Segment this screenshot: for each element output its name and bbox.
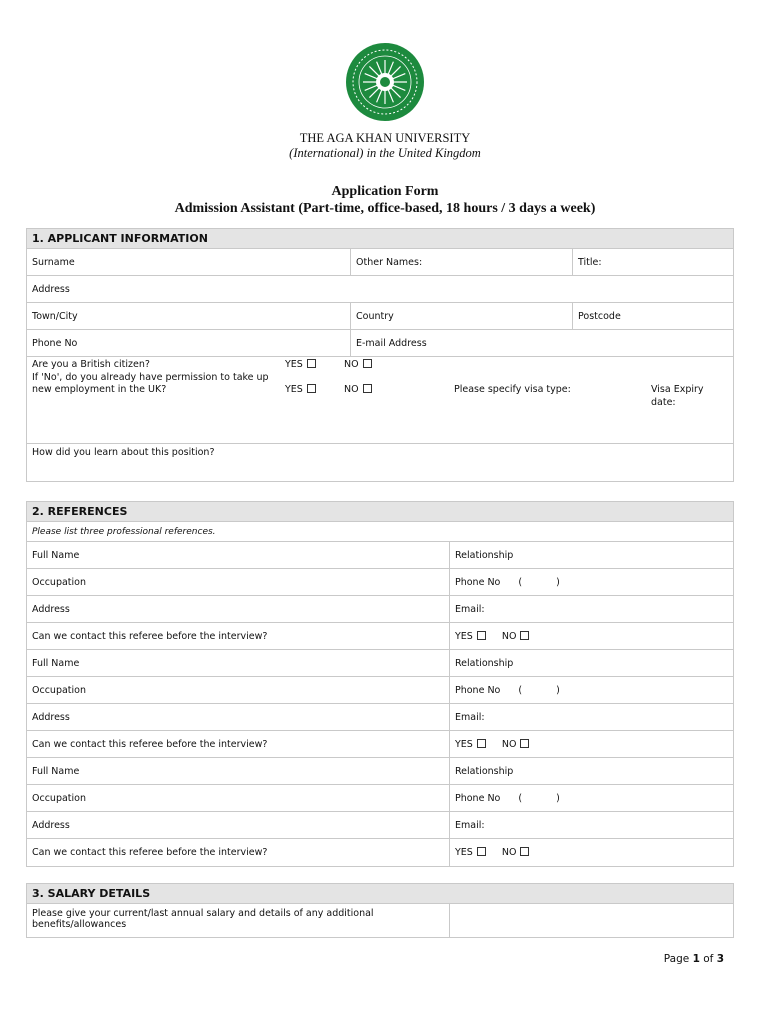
relationship-label: Relationship — [455, 657, 514, 669]
ref-occupation-row — [27, 785, 733, 812]
checkbox-icon[interactable] — [307, 359, 316, 368]
section-heading: 1. APPLICANT INFORMATION — [27, 229, 733, 249]
phone-label: Phone No — [32, 337, 78, 349]
checkbox-icon[interactable] — [520, 739, 529, 748]
ref-phone-field[interactable] — [449, 785, 735, 811]
permission-question: If 'No', do you already have permission to take up new employment in the UK? — [32, 371, 269, 395]
name-row — [27, 249, 733, 276]
email-field[interactable] — [350, 330, 735, 356]
ref-contact-row — [27, 731, 733, 758]
checkbox-icon[interactable] — [307, 384, 316, 393]
checkbox-icon[interactable] — [363, 384, 372, 393]
ref-occupation-field[interactable] — [27, 569, 449, 595]
occupation-label: Occupation — [32, 792, 86, 804]
yes-label: YES — [285, 384, 303, 395]
learn-question[interactable]: How did you learn about this position? — [32, 447, 215, 458]
ref-occupation-field[interactable] — [27, 677, 449, 703]
ref-occupation-row — [27, 677, 733, 704]
ref-contact-options — [449, 731, 735, 757]
phone-paren-open: ( — [518, 792, 523, 804]
learn-row — [27, 444, 733, 481]
salary-section — [26, 883, 734, 938]
no-label: NO — [501, 847, 517, 858]
university-logo-icon — [345, 42, 425, 122]
other-names-label: Other Names: — [356, 256, 423, 268]
position-title: Admission Assistant (Part-time, office-based, 18 hours / 3 days a week) — [174, 201, 596, 216]
address-label: Address — [32, 603, 70, 615]
ref-contact-options — [449, 623, 735, 649]
other-names-field[interactable] — [350, 249, 572, 275]
yes-label: YES — [455, 847, 473, 858]
no-label: NO — [501, 630, 517, 642]
title-field[interactable] — [572, 249, 735, 275]
salary-question: Please give your current/last annual salary and details of any additional benefits/allowances — [32, 908, 374, 930]
checkbox-icon[interactable] — [477, 631, 486, 640]
postcode-field[interactable] — [572, 303, 735, 329]
country-field[interactable] — [350, 303, 572, 329]
town-field[interactable] — [27, 303, 350, 329]
surname-field[interactable] — [27, 249, 350, 275]
citizenship-row — [27, 357, 733, 444]
ref-name-row — [27, 542, 733, 569]
yes-label: YES — [455, 630, 473, 642]
email-label: Email: — [455, 819, 485, 831]
ref-full-name-field[interactable] — [27, 758, 449, 784]
relationship-label: Relationship — [455, 549, 514, 561]
ref-phone-field[interactable] — [449, 569, 735, 595]
checkbox-icon[interactable] — [520, 631, 529, 640]
ref-contact-row — [27, 623, 733, 650]
ref-name-row — [27, 758, 733, 785]
phone-label: Phone No — [455, 576, 501, 588]
ref-phone-field[interactable] — [449, 677, 735, 703]
salary-row — [27, 904, 733, 937]
address-row — [27, 276, 733, 303]
email-label: Email: — [455, 603, 485, 615]
section-heading: 2. REFERENCES — [27, 502, 733, 522]
references-note: Please list three professional references. — [27, 522, 733, 542]
location-row — [27, 303, 733, 330]
citizenship-questions — [32, 359, 282, 397]
page-prefix: Page — [663, 953, 690, 965]
email-label: E-mail Address — [356, 337, 427, 349]
visa-type-label: Please specify visa type: — [454, 384, 571, 395]
section-heading: 3. SALARY DETAILS — [27, 884, 733, 904]
form-title: Application Form — [331, 184, 439, 199]
address-field[interactable] — [27, 276, 735, 302]
page-total: 3 — [716, 953, 724, 965]
ref-relationship-field[interactable] — [449, 650, 735, 676]
phone-paren-close: ) — [556, 684, 560, 696]
ref-contact-question: Can we contact this referee before the interview? — [32, 738, 268, 750]
ref-yes-option[interactable] — [455, 847, 486, 858]
page-of: of — [703, 953, 714, 965]
no-label: NO — [501, 738, 517, 750]
ref-address-field[interactable] — [27, 812, 449, 838]
contact-row — [27, 330, 733, 357]
page-current: 1 — [692, 953, 700, 965]
phone-paren-open: ( — [518, 684, 523, 696]
ref-address-row — [27, 812, 733, 839]
no-label: NO — [344, 359, 359, 370]
phone-paren-close: ) — [556, 576, 560, 588]
checkbox-icon[interactable] — [477, 739, 486, 748]
yes-label: YES — [285, 359, 303, 370]
full-name-label: Full Name — [32, 549, 80, 561]
permission-no-option[interactable] — [344, 384, 372, 395]
permission-yes-option[interactable] — [285, 384, 316, 395]
ref-contact-question: Can we contact this referee before the interview? — [32, 847, 268, 858]
ref-occupation-row — [27, 569, 733, 596]
surname-label: Surname — [32, 256, 75, 268]
ref-yes-option[interactable] — [455, 739, 486, 750]
ref-yes-option[interactable] — [455, 631, 486, 642]
relationship-label: Relationship — [455, 765, 514, 777]
references-section — [26, 501, 734, 867]
reference-blocks — [27, 542, 733, 866]
ref-address-field[interactable] — [27, 596, 449, 622]
country-label: Country — [356, 310, 394, 322]
email-label: Email: — [455, 711, 485, 723]
yes-label: YES — [455, 738, 473, 750]
ref-occupation-field[interactable] — [27, 785, 449, 811]
address-label: Address — [32, 819, 70, 831]
university-name: THE AGA KHAN UNIVERSITY — [299, 131, 471, 145]
phone-paren-close: ) — [556, 792, 560, 804]
title-label: Title: — [578, 256, 602, 268]
ref-no-option[interactable] — [502, 631, 530, 642]
ref-relationship-field[interactable] — [449, 758, 735, 784]
checkbox-icon[interactable] — [477, 847, 486, 856]
checkbox-icon[interactable] — [363, 359, 372, 368]
ref-address-row — [27, 596, 733, 623]
phone-field[interactable] — [27, 330, 350, 356]
ref-relationship-field[interactable] — [449, 542, 735, 568]
address-label: Address — [32, 711, 70, 723]
ref-no-option[interactable] — [502, 847, 530, 858]
ref-email-field[interactable] — [449, 596, 735, 622]
ref-contact-options — [449, 839, 735, 866]
visa-expiry-label: Visa Expiry date: — [651, 384, 704, 408]
full-name-label: Full Name — [32, 765, 80, 777]
ref-contact-row — [27, 839, 733, 866]
checkbox-icon[interactable] — [520, 847, 529, 856]
address-label: Address — [32, 283, 70, 295]
ref-address-row — [27, 704, 733, 731]
postcode-label: Postcode — [578, 310, 621, 322]
british-citizen-question: Are you a British citizen? — [32, 359, 150, 370]
no-label: NO — [344, 384, 359, 395]
ref-address-field[interactable] — [27, 704, 449, 730]
ref-contact-question: Can we contact this referee before the interview? — [32, 630, 268, 642]
full-name-label: Full Name — [32, 657, 80, 669]
phone-label: Phone No — [455, 684, 501, 696]
british-yes-option[interactable] — [285, 359, 316, 370]
page-number — [664, 953, 724, 965]
university-subtitle: (International) in the United Kingdom — [289, 146, 481, 160]
ref-email-field[interactable] — [449, 704, 735, 730]
ref-email-field[interactable] — [449, 812, 735, 838]
ref-name-row — [27, 650, 733, 677]
salary-input-area[interactable] — [449, 904, 735, 937]
ref-no-option[interactable] — [502, 739, 530, 750]
ref-full-name-field[interactable] — [27, 650, 449, 676]
phone-paren-open: ( — [518, 576, 523, 588]
british-no-option[interactable] — [344, 359, 372, 370]
ref-full-name-field[interactable] — [27, 542, 449, 568]
applicant-information-section — [26, 228, 734, 482]
occupation-label: Occupation — [32, 684, 86, 696]
town-label: Town/City — [32, 310, 78, 322]
occupation-label: Occupation — [32, 576, 86, 588]
phone-label: Phone No — [455, 792, 501, 804]
